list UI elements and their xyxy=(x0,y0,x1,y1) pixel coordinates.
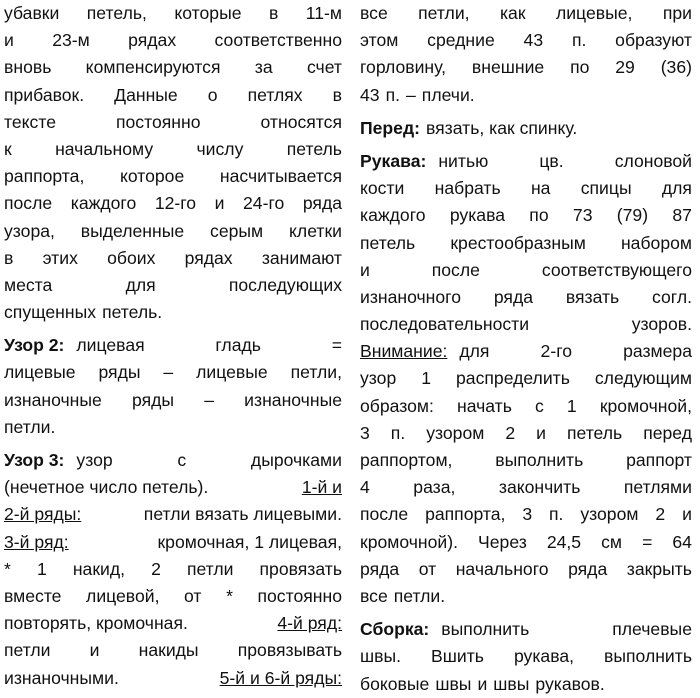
word: 2 xyxy=(151,558,161,579)
text-line xyxy=(360,671,692,698)
word: гладь xyxy=(215,335,261,356)
text-run xyxy=(441,616,692,643)
front-heading: Перед: xyxy=(360,117,420,138)
word: набором xyxy=(620,232,692,253)
text-line xyxy=(360,82,692,109)
word: швы. xyxy=(360,646,401,667)
front-paragraph xyxy=(360,115,692,142)
row56-label: 5-й и 6-й ряды: xyxy=(219,667,342,688)
word: = xyxy=(642,531,653,552)
text-line xyxy=(360,365,692,392)
row2-label: 2-й ряды: xyxy=(4,504,82,525)
word: – xyxy=(406,84,416,105)
word: и xyxy=(89,640,100,661)
text-run xyxy=(76,332,342,359)
row1-label: 1-й и xyxy=(301,477,342,498)
text-line xyxy=(360,202,692,229)
word: 73 xyxy=(572,205,593,226)
word: вновь xyxy=(4,57,52,78)
word: спущенных xyxy=(4,302,97,323)
word: постоянно xyxy=(257,585,342,606)
text-run: кромочная, 1 лицевая, xyxy=(157,531,342,552)
word: петли. xyxy=(4,416,56,437)
text-line xyxy=(360,257,692,284)
word: от xyxy=(184,585,202,606)
word: как xyxy=(499,3,526,23)
word: = xyxy=(331,335,342,356)
word: этих xyxy=(42,247,78,268)
word: швы xyxy=(435,673,472,694)
word: крестообразным xyxy=(450,232,586,253)
word: накид, xyxy=(72,558,125,579)
word: выделенные xyxy=(80,220,185,241)
word: – xyxy=(204,389,214,410)
word: числу xyxy=(196,138,244,159)
left-column xyxy=(4,0,342,692)
text-line xyxy=(4,332,342,359)
text-line xyxy=(360,420,692,447)
word: от xyxy=(418,558,437,579)
text-line xyxy=(4,54,342,81)
word: раппорта, xyxy=(4,166,85,187)
word: на xyxy=(530,178,551,199)
assembly-heading: Сборка: xyxy=(360,619,430,640)
word: серым xyxy=(210,220,264,241)
word: по xyxy=(570,57,590,78)
text-line xyxy=(360,27,692,54)
word: за xyxy=(254,57,273,78)
word: провязать xyxy=(259,558,342,579)
word: занимают xyxy=(261,247,342,268)
sleeves-paragraph xyxy=(360,148,692,338)
word: начать xyxy=(456,395,512,416)
word: ряда xyxy=(360,558,400,579)
word: ряда xyxy=(302,193,342,214)
sleeves-heading: Рукава: xyxy=(360,150,427,171)
word: после xyxy=(431,259,480,280)
word: рукава xyxy=(449,205,505,226)
word: вместе xyxy=(4,585,62,606)
word: п. xyxy=(549,504,564,525)
text-run xyxy=(459,338,692,365)
word: 2 xyxy=(505,422,516,443)
word: которые xyxy=(174,3,242,23)
word: соответственно xyxy=(214,30,342,51)
word: образом: xyxy=(360,395,434,416)
word: 2-го xyxy=(540,341,573,362)
text-line xyxy=(360,338,692,365)
text-line xyxy=(360,501,692,528)
word: рукава, xyxy=(513,646,575,667)
word: ряды xyxy=(98,362,141,383)
text-line xyxy=(360,474,692,501)
word: для xyxy=(661,178,692,199)
word: распределить xyxy=(456,368,570,389)
word: кости xyxy=(360,178,405,199)
text-line xyxy=(4,665,342,692)
text-line xyxy=(4,299,342,326)
text-line xyxy=(360,0,692,27)
word: изнаночные xyxy=(4,389,102,410)
word: спицы xyxy=(580,178,632,199)
word: петлях xyxy=(247,84,303,105)
word: и xyxy=(360,259,370,280)
word: закрыть xyxy=(626,558,692,579)
text-line xyxy=(4,136,342,163)
word: раппорт xyxy=(626,450,692,470)
word: плечи. xyxy=(421,84,475,105)
word: узором xyxy=(426,422,485,443)
pattern3-heading: Узор 3: xyxy=(4,450,65,470)
word: рядах xyxy=(128,30,177,51)
text-run: повторять, кромочная. xyxy=(4,613,188,634)
word: 64 xyxy=(672,531,692,552)
word: 1 xyxy=(36,558,47,579)
text-line xyxy=(4,501,342,528)
word: лицевой, xyxy=(86,585,160,606)
word: 1 xyxy=(566,395,577,416)
word: насчитывается xyxy=(219,166,342,187)
text-line xyxy=(4,556,342,583)
word: п. xyxy=(385,84,400,105)
word: 29 xyxy=(615,57,635,78)
word: для xyxy=(125,274,156,295)
word: п. xyxy=(571,30,587,51)
word: петли xyxy=(186,558,234,579)
word: п. xyxy=(390,422,406,443)
word: раппорта, xyxy=(425,504,506,525)
word: и xyxy=(477,673,488,694)
word: средние xyxy=(427,30,495,51)
text-line xyxy=(4,245,342,272)
text-line xyxy=(4,0,342,27)
assembly-paragraph xyxy=(360,616,692,698)
word: раппортом, xyxy=(360,450,453,470)
text-run: изнаночными. xyxy=(4,667,119,688)
text-line xyxy=(4,583,342,610)
word: швы xyxy=(493,673,530,694)
word: см xyxy=(601,531,623,552)
word: кромочной). xyxy=(360,531,459,552)
text-run xyxy=(438,148,692,175)
word: о xyxy=(207,84,218,105)
word: ряда xyxy=(568,558,608,579)
word: * xyxy=(4,558,11,579)
word: последовательности xyxy=(360,314,530,335)
word: раза, xyxy=(413,477,456,498)
word: 3 xyxy=(360,422,370,443)
word: в xyxy=(268,3,279,23)
word: лицевая xyxy=(76,335,145,356)
word: 4 xyxy=(360,477,370,498)
text-line xyxy=(360,393,692,420)
word: внешние xyxy=(471,57,545,78)
text-line xyxy=(4,190,342,217)
text-line xyxy=(4,272,342,299)
word: и xyxy=(4,30,14,51)
word: по xyxy=(529,205,549,226)
word: петель xyxy=(566,422,623,443)
text-line xyxy=(4,447,342,474)
word: узора, xyxy=(4,220,55,241)
text-line xyxy=(4,387,342,414)
word: тексте xyxy=(4,111,56,132)
text-line xyxy=(360,284,692,311)
word: каждого xyxy=(360,205,426,226)
word: относятся xyxy=(260,111,342,132)
word: лицевые xyxy=(196,362,268,383)
word: убавки xyxy=(4,3,60,23)
text-line xyxy=(4,610,342,637)
text-line xyxy=(360,311,692,338)
word: выполнить xyxy=(441,619,530,640)
text-line xyxy=(4,218,342,245)
text-run: вязать, как спинку. xyxy=(426,117,578,138)
word: накиды xyxy=(138,640,199,661)
text-run: петли вязать лицевыми. xyxy=(143,504,342,525)
text-line xyxy=(360,529,692,556)
text-line xyxy=(360,148,692,175)
word: 23-м xyxy=(52,30,90,51)
word: 43 xyxy=(360,84,380,105)
word: Данные xyxy=(114,84,178,105)
pattern3-paragraph xyxy=(4,447,342,692)
text-line xyxy=(360,54,692,81)
word: каждого xyxy=(70,193,137,214)
word: 24,5 xyxy=(546,531,582,552)
word: боковые xyxy=(360,673,430,694)
text-line xyxy=(4,474,342,501)
text-line xyxy=(360,643,692,670)
word: начальному xyxy=(55,138,154,159)
word: плечевые xyxy=(612,619,692,640)
word: дырочками xyxy=(250,450,342,470)
word: изнаночные xyxy=(244,389,342,410)
word: 11-м xyxy=(305,3,342,23)
text-line xyxy=(360,447,692,474)
word: соответствующего xyxy=(541,259,692,280)
word: петли. xyxy=(393,585,446,606)
word: рукавов. xyxy=(535,673,605,694)
word: – xyxy=(163,362,174,383)
word: петель, xyxy=(86,3,147,23)
word: 87 xyxy=(672,205,692,226)
text-line xyxy=(4,414,342,441)
word: петли xyxy=(4,640,51,661)
word: при xyxy=(662,3,692,23)
word: последующих xyxy=(228,274,342,295)
word: перед xyxy=(643,422,692,443)
word: 2 xyxy=(655,504,666,525)
text-line xyxy=(360,556,692,583)
word: клетки xyxy=(289,220,342,241)
word: петлями xyxy=(623,477,692,498)
word: места xyxy=(4,274,53,295)
word: после xyxy=(4,193,53,214)
word: закончить xyxy=(498,477,581,498)
word: выполнить xyxy=(604,646,692,667)
word: этом xyxy=(360,30,399,51)
word: петель xyxy=(286,138,342,159)
pattern2-heading: Узор 2: xyxy=(4,335,65,356)
word: узор xyxy=(76,450,113,470)
word: 3 xyxy=(522,504,533,525)
text-line xyxy=(4,637,342,664)
text-line xyxy=(360,175,692,202)
word: узор xyxy=(360,368,397,389)
word: которое xyxy=(119,166,185,187)
word: образуют xyxy=(615,30,692,51)
word: слоновой xyxy=(614,150,692,171)
word: петель xyxy=(360,232,416,253)
word: изнаночного xyxy=(360,286,461,307)
word: Вшить xyxy=(431,646,484,667)
word: (36) xyxy=(660,57,692,78)
row4-label: 4-й ряд: xyxy=(277,613,342,634)
word: Через xyxy=(478,531,527,552)
text-line xyxy=(4,109,342,136)
pattern2-paragraph xyxy=(4,332,342,441)
word: петли, xyxy=(290,362,342,383)
word: после xyxy=(360,504,409,525)
word: петли, xyxy=(418,3,470,23)
word: 1 xyxy=(421,368,432,389)
word: согл. xyxy=(652,286,692,307)
word: компенсируются xyxy=(85,57,221,78)
word: ряды xyxy=(132,389,175,410)
word: счет xyxy=(306,57,342,78)
word: нитью xyxy=(438,150,489,171)
word: обоих xyxy=(107,247,156,268)
word: выполнить xyxy=(495,450,584,470)
word: в xyxy=(332,84,342,105)
right-column xyxy=(360,0,692,698)
word: лицевые, xyxy=(555,3,633,23)
text-line xyxy=(4,27,342,54)
word: горловину, xyxy=(360,57,447,78)
word: рядах xyxy=(184,247,233,268)
text-line xyxy=(4,82,342,109)
word: цв. xyxy=(539,150,564,171)
text-line xyxy=(360,115,692,142)
text-line xyxy=(360,230,692,257)
text-line xyxy=(4,529,342,556)
word: размера xyxy=(623,341,692,362)
word: к xyxy=(4,138,12,159)
word: 43 xyxy=(523,30,544,51)
continuation-paragraph xyxy=(360,0,692,109)
word: узором xyxy=(580,504,639,525)
intro-paragraph xyxy=(4,0,342,326)
attention-paragraph xyxy=(360,338,692,610)
word: провязывать xyxy=(237,640,342,661)
word: петель. xyxy=(102,302,163,323)
text-run xyxy=(76,447,342,474)
word: (79) xyxy=(616,205,649,226)
word: лицевые xyxy=(4,362,76,383)
text-line xyxy=(360,616,692,643)
word: ряда xyxy=(493,286,533,307)
attention-heading: Внимание: xyxy=(360,341,448,362)
word: с xyxy=(177,450,187,470)
word: все xyxy=(360,585,388,606)
word: 24-го xyxy=(243,193,285,214)
word: в xyxy=(4,247,14,268)
text-run: (нечетное число петель). xyxy=(4,477,209,498)
word: для xyxy=(459,341,490,362)
text-line xyxy=(4,359,342,386)
word: кромочной, xyxy=(599,395,692,416)
word: и xyxy=(536,422,546,443)
word: и xyxy=(214,193,225,214)
word: вязать xyxy=(565,286,620,307)
word: 12-го xyxy=(154,193,197,214)
text-line xyxy=(360,583,692,610)
text-line xyxy=(4,163,342,190)
word: с xyxy=(535,395,544,416)
row3-label: 3-й ряд: xyxy=(4,531,69,552)
word: прибавок. xyxy=(4,84,85,105)
word: следующим xyxy=(594,368,692,389)
word: * xyxy=(226,585,233,606)
word: начального xyxy=(455,558,549,579)
word: узоров. xyxy=(631,314,692,335)
word: и xyxy=(682,504,692,525)
word: все xyxy=(360,3,388,23)
word: постоянно xyxy=(116,111,201,132)
word: набрать xyxy=(434,178,501,199)
